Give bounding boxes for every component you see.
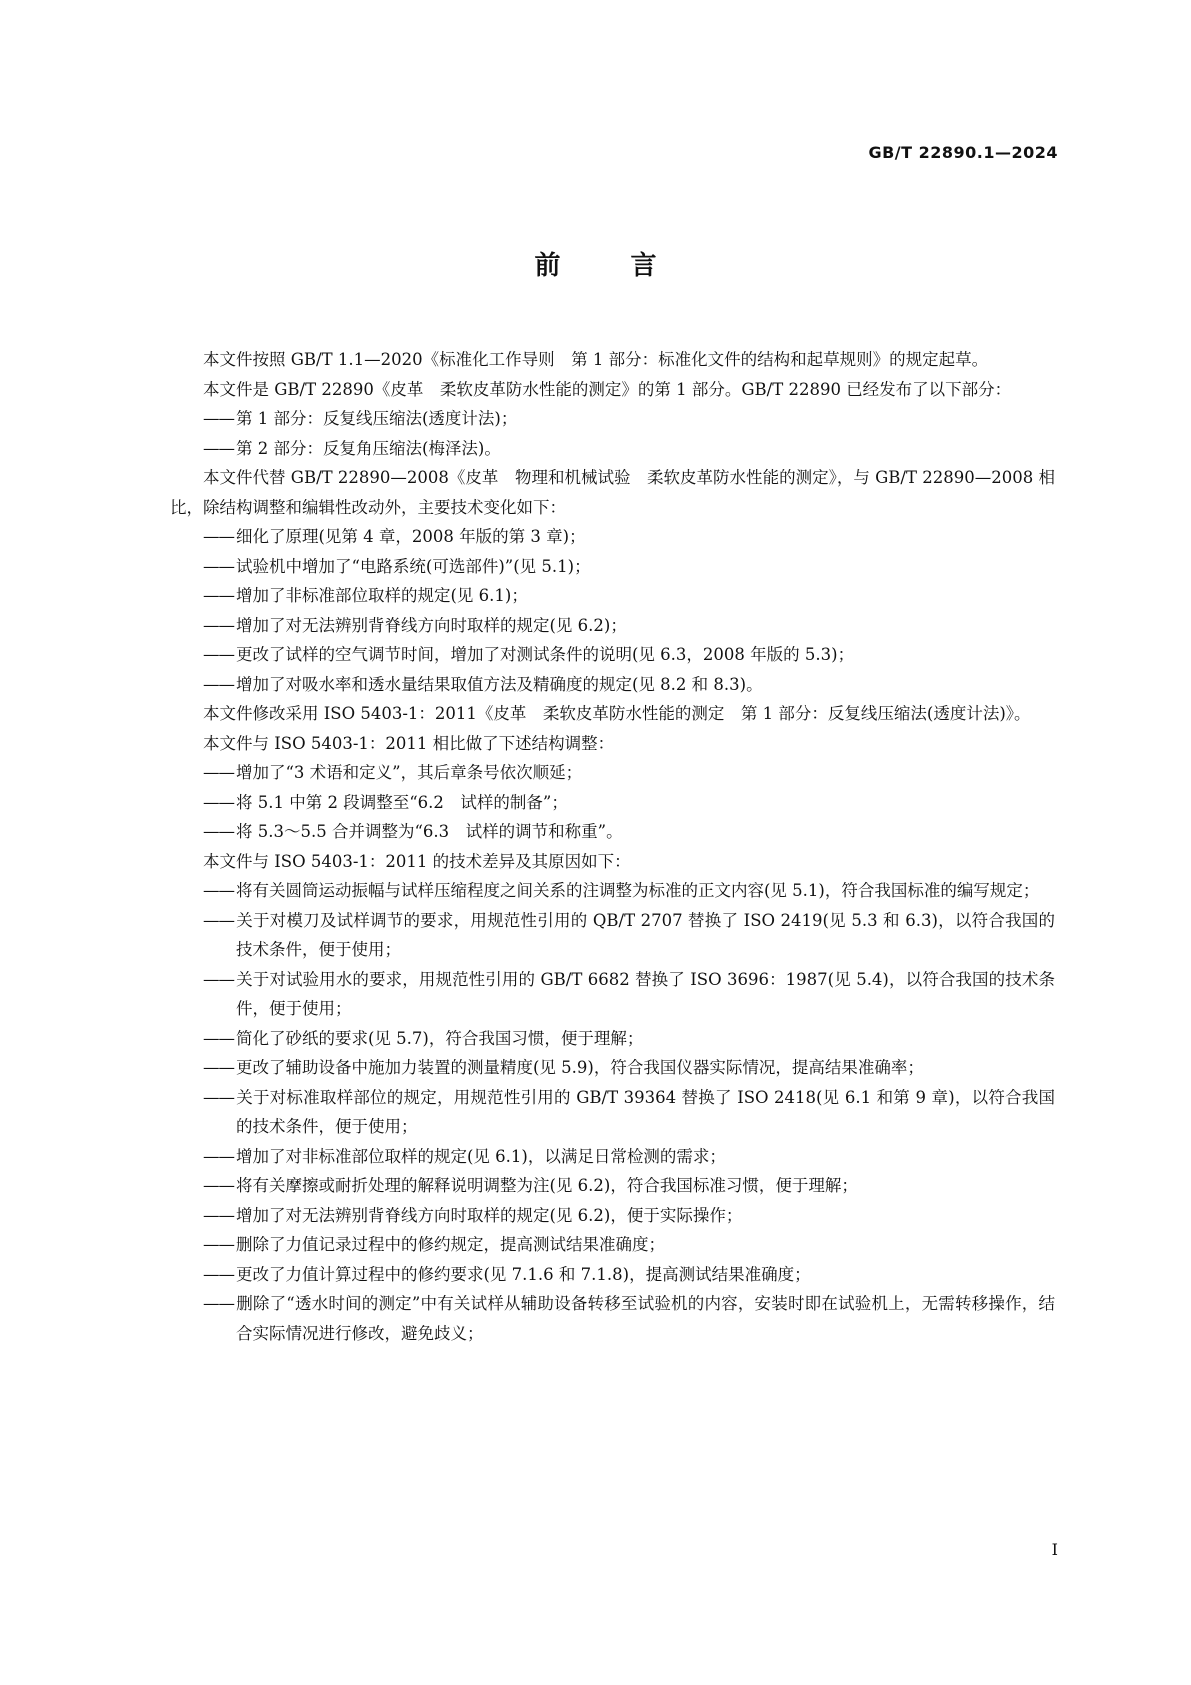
title-char-2: 言 [630, 251, 657, 281]
list-item: —— 将 5.3～5.5 合并调整为“6.3 试样的调节和称重”。 [170, 817, 1055, 847]
list-item: —— 更改了力值计算过程中的修约要求(见 7.1.6 和 7.1.8)，提高测试结果准确度； [170, 1260, 1055, 1290]
list-item: —— 增加了对非标准部位取样的规定(见 6.1)，以满足日常检测的需求； [170, 1142, 1055, 1172]
paragraph: 本文件修改采用 ISO 5403-1：2011《皮革 柔软皮革防水性能的测定 第 1 部分：反复线压缩法(透度计法)》。 [203, 704, 1031, 723]
list-item: —— 更改了辅助设备中施加力装置的测量精度(见 5.9)，符合我国仪器实际情况，提高结果准确率； [170, 1053, 1055, 1083]
paragraph: 本文件与 ISO 5403-1：2011 相比做了下述结构调整： [203, 733, 615, 753]
paragraph: 本文件按照 GB/T 1.1—2020《标准化工作导则 第 1 部分：标准化文件的结构和起草规则》的规定起草。 [203, 350, 989, 369]
list-item: —— 关于对试验用水的要求，用规范性引用的 GB/T 6682 替换了 ISO 3696：1987(见 5.4)，以符合我国的技术条件，便于使用； [170, 965, 1055, 1024]
page-title [0, 245, 1191, 282]
list-item: —— 关于对标准取样部位的规定，用规范性引用的 GB/T 39364 替换了 ISO 2418(见 6.1 和第 9 章)，以符合我国的技术条件，便于使用； [170, 1083, 1055, 1142]
list-item: —— 第 2 部分：反复角压缩法(梅泽法)。 [170, 434, 1055, 464]
foreword-body [170, 345, 1055, 1348]
list-item: —— 增加了“3 术语和定义”，其后章条号依次顺延； [170, 758, 1055, 788]
list-item: —— 第 1 部分：反复线压缩法(透度计法)； [170, 404, 1055, 434]
list-item: —— 增加了对无法辨别背脊线方向时取样的规定(见 6.2)，便于实际操作； [170, 1201, 1055, 1231]
standard-number: GB/T 22890.1—2024 [868, 143, 1058, 162]
paragraph: 本文件代替 GB/T 22890—2008《皮革 物理和机械试验 柔软皮革防水性能的测定》，与 GB/T 22890—2008 相比，除结构调整和编辑性改动外，主要技术变化如下： [170, 468, 1055, 517]
list-item: —— 更改了试样的空气调节时间，增加了对测试条件的说明(见 6.3，2008 年版的 5.3)； [170, 640, 1055, 670]
list-item: —— 删除了力值记录过程中的修约规定，提高测试结果准确度； [170, 1230, 1055, 1260]
list-item: —— 关于对模刀及试样调节的要求，用规范性引用的 QB/T 2707 替换了 ISO 2419(见 5.3 和 6.3)，以符合我国的技术条件，便于使用； [170, 906, 1055, 965]
list-item: —— 增加了对吸水率和透水量结果取值方法及精确度的规定(见 8.2 和 8.3)。 [170, 670, 1055, 700]
list-item: —— 将 5.1 中第 2 段调整至“6.2 试样的制备”； [170, 788, 1055, 818]
title-char-1: 前 [534, 251, 561, 281]
list-item: —— 试验机中增加了“电路系统(可选部件)”(见 5.1)； [170, 552, 1055, 582]
list-item: —— 增加了对无法辨别背脊线方向时取样的规定(见 6.2)； [170, 611, 1055, 641]
paragraph: 本文件是 GB/T 22890《皮革 柔软皮革防水性能的测定》的第 1 部分。GB/T 22890 已经发布了以下部分： [203, 379, 1012, 399]
list-item: —— 简化了砂纸的要求(见 5.7)，符合我国习惯，便于理解； [170, 1024, 1055, 1054]
list-item: —— 细化了原理(见第 4 章，2008 年版的第 3 章)； [170, 522, 1055, 552]
list-item: —— 将有关摩擦或耐折处理的解释说明调整为注(见 6.2)，符合我国标准习惯，便于理解； [170, 1171, 1055, 1201]
page-number: I [1051, 1540, 1058, 1559]
paragraph: 本文件与 ISO 5403-1：2011 的技术差异及其原因如下： [203, 851, 631, 871]
list-item: —— 将有关圆筒运动振幅与试样压缩程度之间关系的注调整为标准的正文内容(见 5.1)，符合我国标准的编写规定； [170, 876, 1055, 906]
list-item: —— 删除了“透水时间的测定”中有关试样从辅助设备转移至试验机的内容，安装时即在试验机上，无需转移操作，结合实际情况进行修改，避免歧义； [170, 1289, 1055, 1348]
list-item: —— 增加了非标准部位取样的规定(见 6.1)； [170, 581, 1055, 611]
